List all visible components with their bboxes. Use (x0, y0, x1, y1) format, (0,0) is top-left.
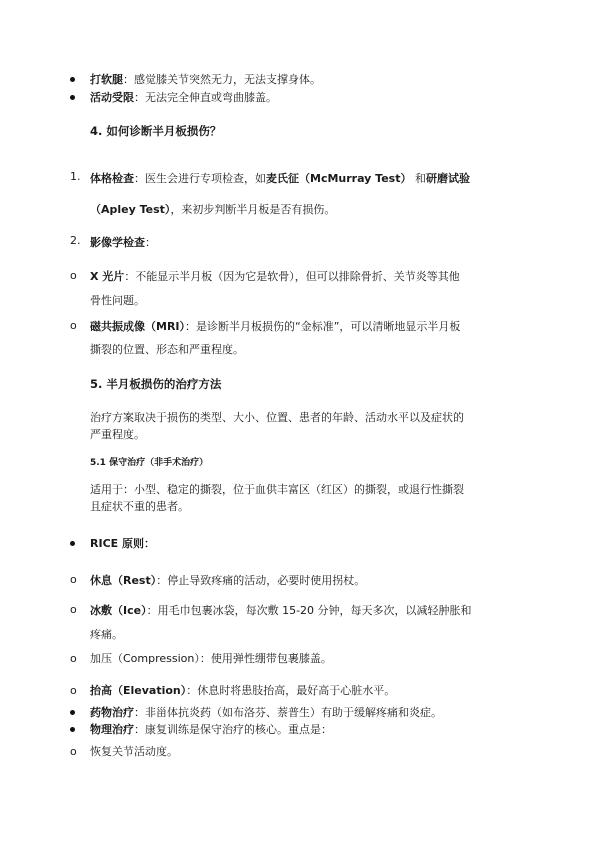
list-item (90, 602, 472, 618)
paragraph-line: 且症状不重的患者。 (90, 500, 189, 513)
list-item (90, 268, 460, 284)
item-text: ：无法完全伸直或弯曲膝盖。 (134, 91, 277, 104)
list-item: RICE 原则： (90, 537, 155, 550)
item-text: ：不能显示半月板（因为它是软骨），但可以排除骨折、关节炎等其他 (124, 270, 460, 283)
item-text: ：康复训练是保守治疗的核心。重点是： (134, 723, 332, 736)
item-text: ：医生会进行专项检查，如 (134, 172, 266, 185)
item-bold: 研磨试验 (426, 172, 470, 185)
list-item-cont (90, 201, 335, 217)
item-label: 休息（Rest） (90, 574, 157, 587)
paragraph-line: 治疗方案取决于损伤的类型、大小、位置、患者的年龄、活动水平以及症状的 (90, 411, 464, 424)
bullet-dot (70, 710, 75, 715)
item-label: 活动受限 (90, 91, 134, 104)
bullet-circle: o (70, 603, 77, 616)
list-item (90, 170, 470, 186)
list-item-cont: 骨性问题。 (90, 294, 145, 307)
bullet-dot (70, 541, 75, 546)
list-item (90, 704, 442, 720)
bullet-dot (70, 727, 75, 732)
bullet-circle: o (70, 573, 77, 586)
list-item (90, 572, 365, 588)
bullet-circle: o (70, 319, 77, 332)
item-bold: （Apley Test） (90, 203, 171, 216)
paragraph-line: 严重程度。 (90, 428, 145, 441)
list-item (90, 721, 332, 737)
bullet-circle: o (70, 652, 77, 665)
bullet-dot (70, 95, 75, 100)
list-item: 恢复关节活动度。 (90, 745, 178, 758)
paragraph-line: 适用于：小型、稳定的撕裂，位于血供丰富区（红区）的撕裂，或退行性撕裂 (90, 483, 464, 496)
item-text: ：使用弹性绷带包裹膝盖。 (199, 652, 332, 665)
item-text: ：非甾体抗炎药（如布洛芬、萘普生）有助于缓解疼痛和炎症。 (134, 706, 442, 719)
list-number: 1. (70, 170, 81, 183)
bullet-circle: o (70, 269, 77, 282)
bullet-circle: o (70, 684, 77, 697)
subsection-heading: 5.1 保守治疗（非手术治疗） (90, 458, 209, 468)
list-number: 2. (70, 234, 81, 247)
item-text: ：休息时将患肢抬高，最好高于心脏水平。 (186, 684, 396, 697)
item-label: 抬高（Elevation） (90, 684, 187, 697)
item-text: ：停止导致疼痛的活动，必要时使用拐杖。 (156, 574, 366, 587)
item-text: ：用毛巾包裹冰袋，每次敷 15-20 分钟，每天多次，以减轻肿胀和 (146, 604, 472, 617)
item-label: 打软腿 (90, 73, 123, 86)
item-label: 物理治疗 (90, 723, 134, 736)
bullet-circle: o (70, 745, 77, 758)
list-item-cont: 疼痛。 (90, 628, 123, 641)
list-item (90, 318, 460, 334)
item-label: 体格检查 (90, 172, 134, 185)
item-label: 加压（Compression） (90, 652, 200, 665)
list-item (90, 89, 277, 105)
item-label: 冰敷（Ice） (90, 604, 147, 617)
item-bold: 麦氏征（McMurray Test） (266, 172, 412, 185)
item-text: ：感觉膝关节突然无力，无法支撑身体。 (123, 73, 321, 86)
list-item (90, 682, 395, 698)
bullet-dot (70, 77, 75, 82)
item-text: ，来初步判断半月板是否有损伤。 (170, 203, 336, 216)
list-item (90, 71, 321, 87)
list-item (90, 234, 156, 250)
item-label: 磁共振成像（MRI） (90, 320, 186, 333)
list-item-cont: 撕裂的位置、形态和严重程度。 (90, 343, 244, 356)
item-text: 和 (411, 172, 426, 185)
item-text: ：是诊断半月板损伤的“金标准”，可以清晰地显示半月板 (185, 320, 461, 333)
section-heading: 5. 半月板损伤的治疗方法 (90, 377, 222, 391)
section-heading: 4. 如何诊断半月板损伤？ (90, 124, 222, 138)
item-label: X 光片 (90, 270, 125, 283)
item-text: ： (145, 236, 156, 249)
item-label: 药物治疗 (90, 706, 134, 719)
list-item (90, 650, 332, 666)
item-label: 影像学检查 (90, 236, 145, 249)
